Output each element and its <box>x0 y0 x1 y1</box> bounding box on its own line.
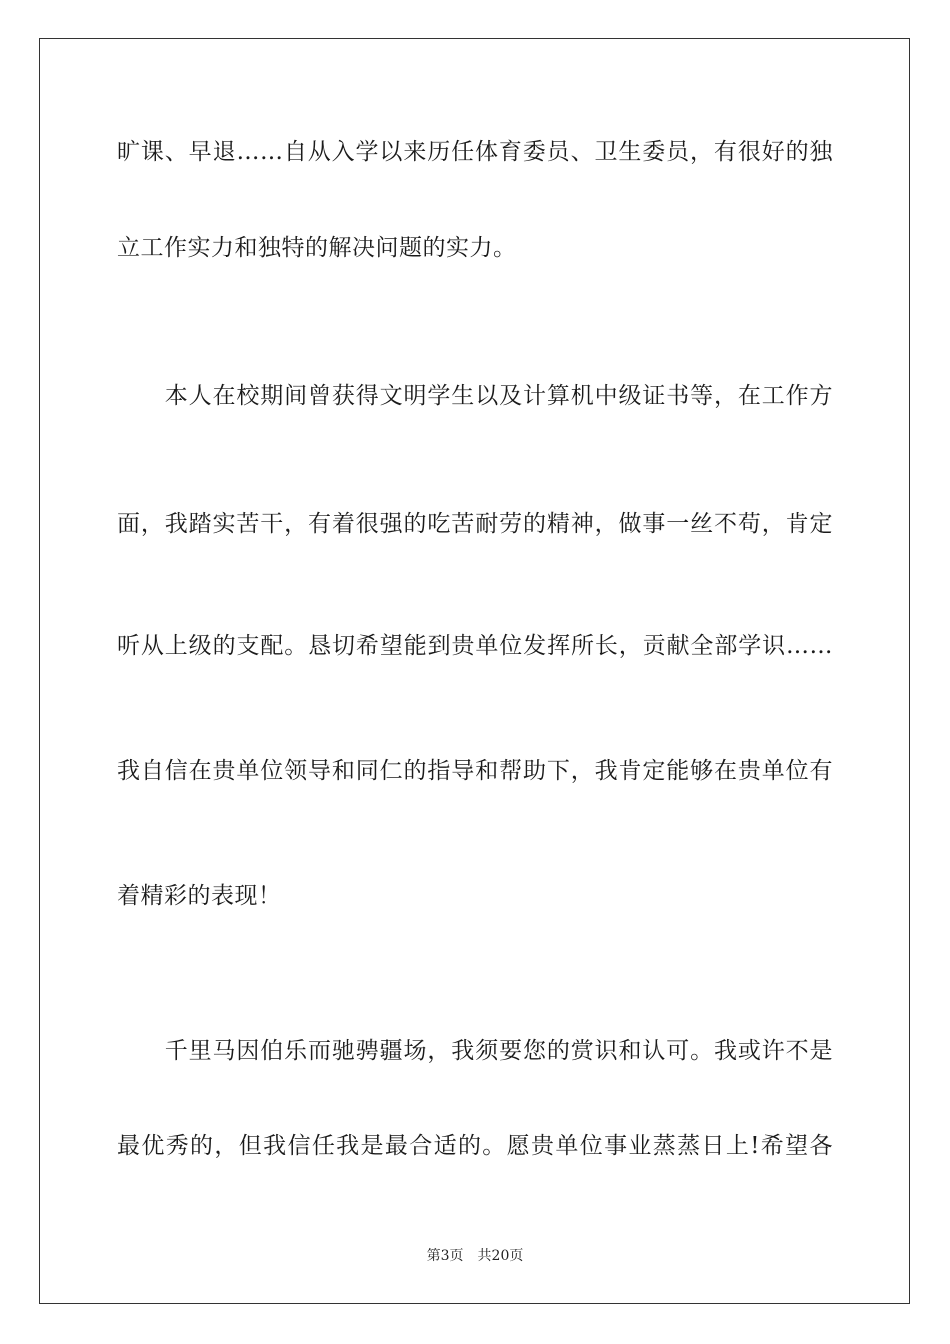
page-footer <box>0 1246 950 1266</box>
page-number: 第3页 <box>426 1248 464 1264</box>
body-text-line: 听从上级的支配。恳切希望能到贵单位发挥所长，贡献全部学识…… <box>117 633 833 659</box>
page-total: 共20页 <box>477 1248 524 1264</box>
body-text-line: 面，我踏实苦干，有着很强的吃苦耐劳的精神，做事一丝不苟，肯定 <box>117 511 833 537</box>
body-text-line: 着精彩的表现！ <box>117 883 282 909</box>
body-text-line: 千里马因伯乐而驰骋疆场，我须要您的赏识和认可。我或许不是 <box>117 1038 833 1064</box>
body-text-line: 最优秀的，但我信任我是最合适的。愿贵单位事业蒸蒸日上!希望各 <box>117 1133 833 1159</box>
body-text-line: 我自信在贵单位领导和同仁的指导和帮助下，我肯定能够在贵单位有 <box>117 758 833 784</box>
body-text-line: 本人在校期间曾获得文明学生以及计算机中级证书等，在工作方 <box>117 383 833 409</box>
page-frame <box>39 38 910 1304</box>
body-text-line: 立工作实力和独特的解决问题的实力。 <box>117 235 517 261</box>
body-text-line: 旷课、早退……自从入学以来历任体育委员、卫生委员，有很好的独 <box>117 139 833 165</box>
